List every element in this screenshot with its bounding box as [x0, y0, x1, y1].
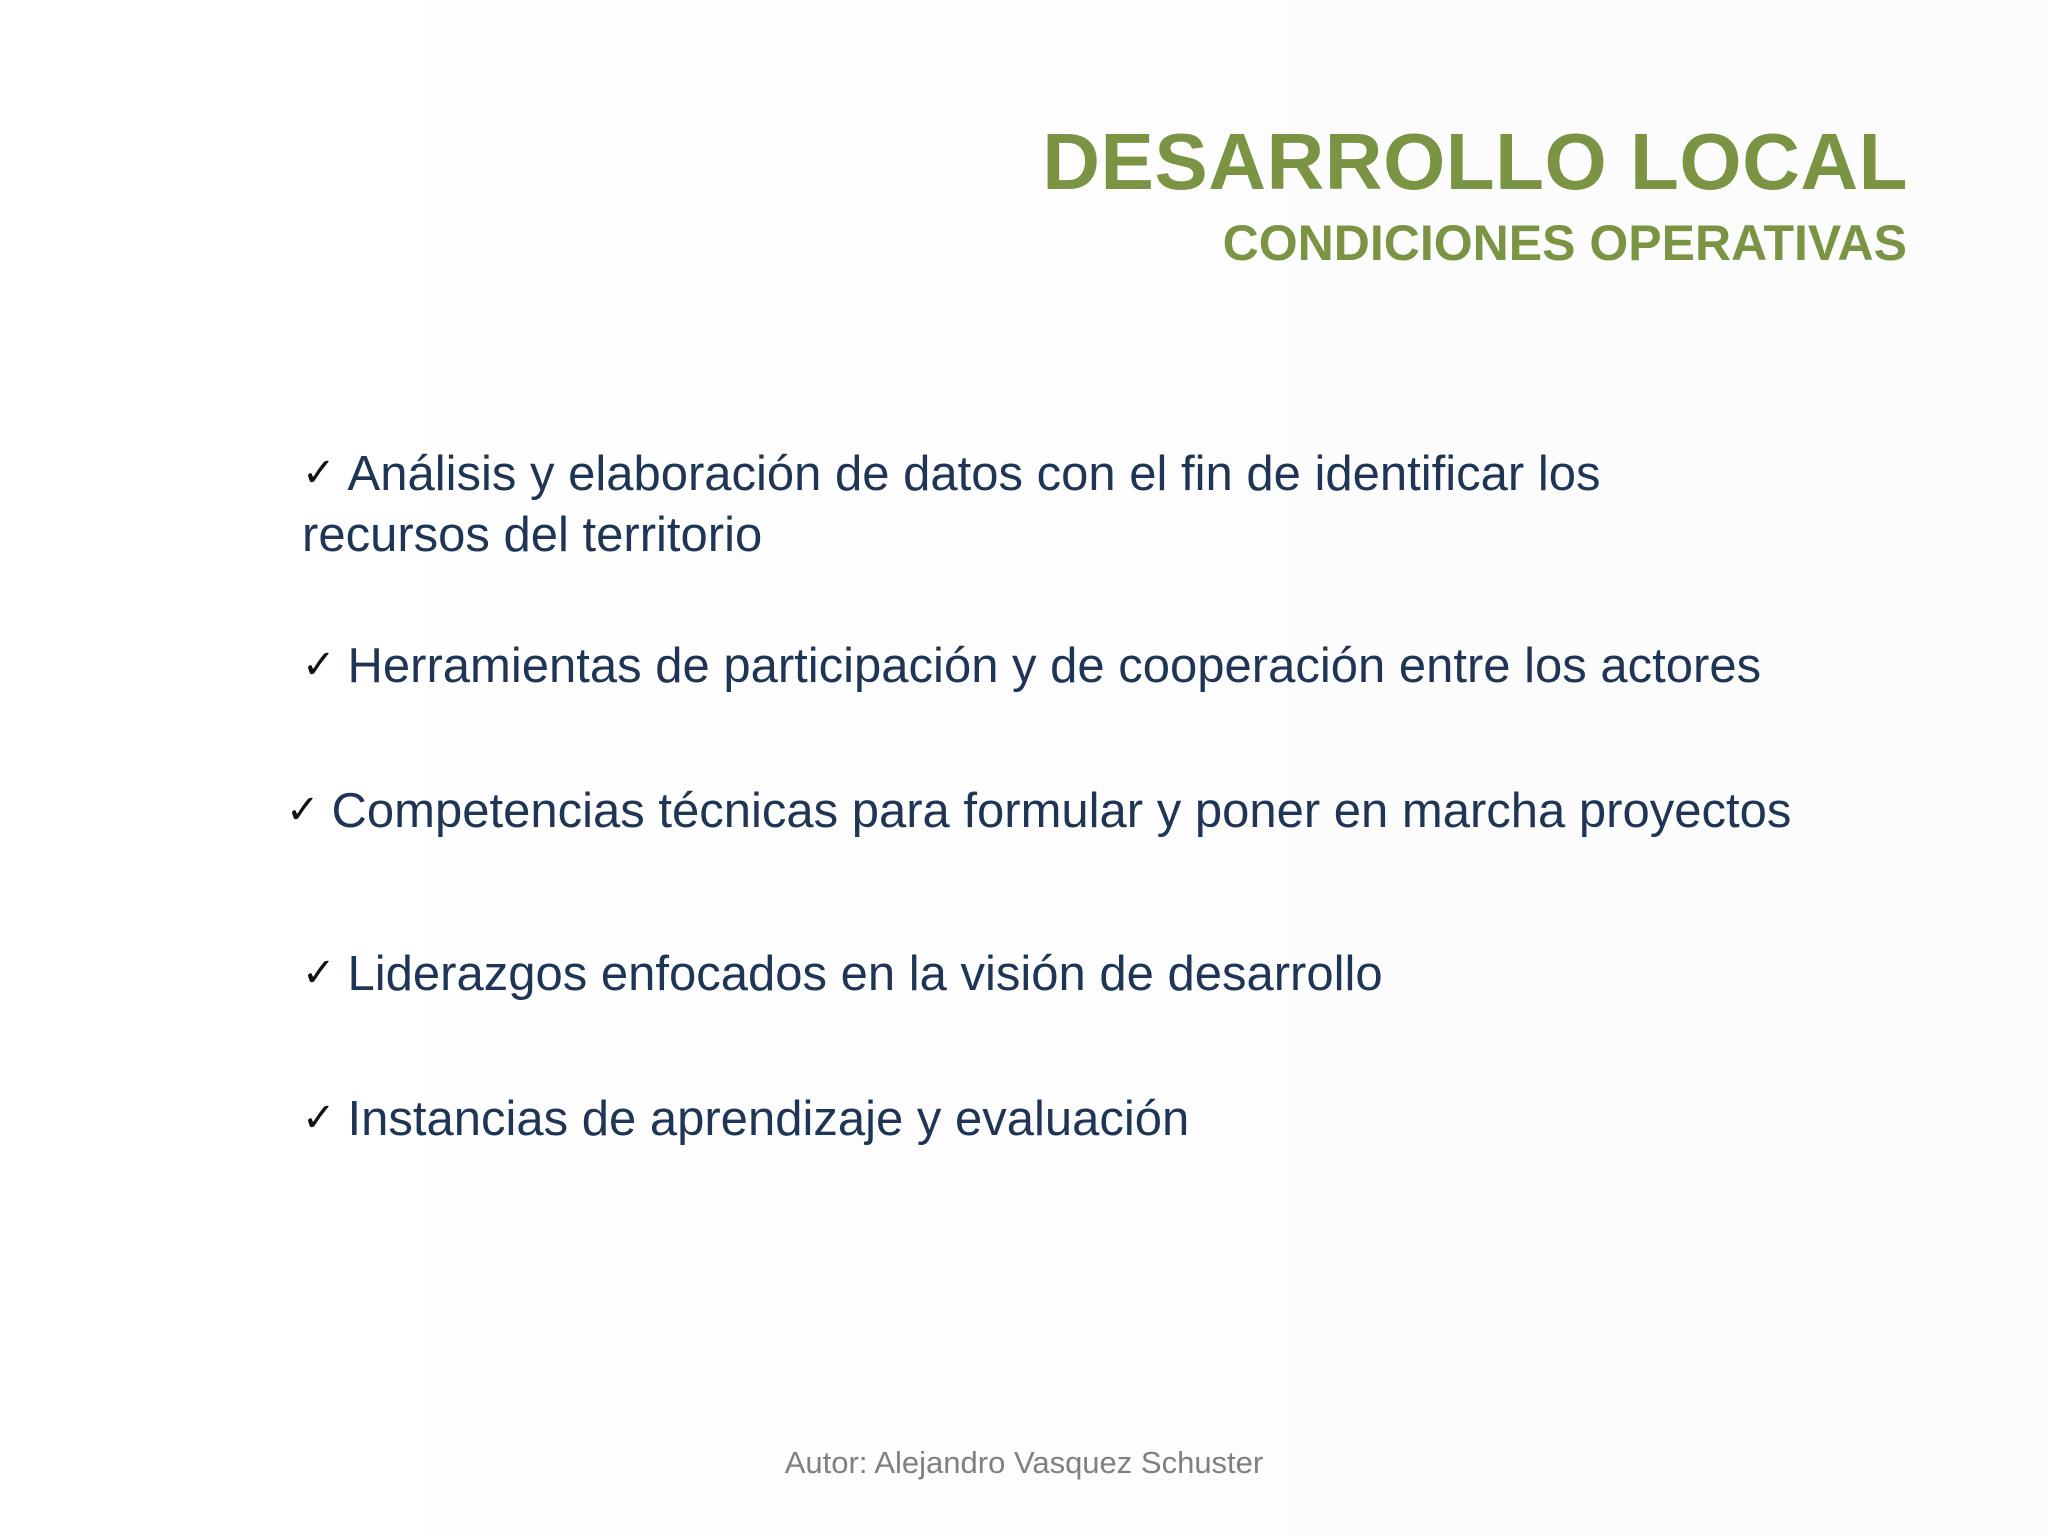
bullet-text: Instancias de aprendizaje y evaluación — [347, 1092, 1190, 1146]
bullet-text-continuation: recursos del territorio — [302, 508, 763, 562]
bullet-item-technical-competencies — [286, 780, 1791, 842]
check-icon: ✓ — [302, 950, 336, 996]
bullet-item-data-analysis — [302, 443, 1600, 566]
bullet-item-learning-evaluation — [302, 1088, 1189, 1150]
bullet-text: Análisis y elaboración de datos con el fin de identificar los — [347, 447, 1601, 501]
check-icon: ✓ — [286, 787, 320, 833]
bullet-item-participation-tools — [302, 635, 1761, 697]
check-icon: ✓ — [302, 1095, 336, 1141]
bullet-text: Liderazgos enfocados en la visión de desarrollo — [347, 947, 1383, 1001]
bullet-item-leadership — [302, 943, 1383, 1005]
check-icon: ✓ — [302, 642, 336, 688]
author-footer: Autor: Alejandro Vasquez Schuster — [784, 1445, 1264, 1480]
check-icon: ✓ — [302, 450, 336, 496]
bullet-text: Herramientas de participación y de cooperación entre los actores — [347, 639, 1762, 693]
bullet-text: Competencias técnicas para formular y poner en marcha proyectos — [331, 784, 1792, 838]
slide-subtitle: CONDICIONES OPERATIVAS — [1222, 215, 1907, 271]
slide-title: DESARROLLO LOCAL — [1042, 117, 1908, 206]
